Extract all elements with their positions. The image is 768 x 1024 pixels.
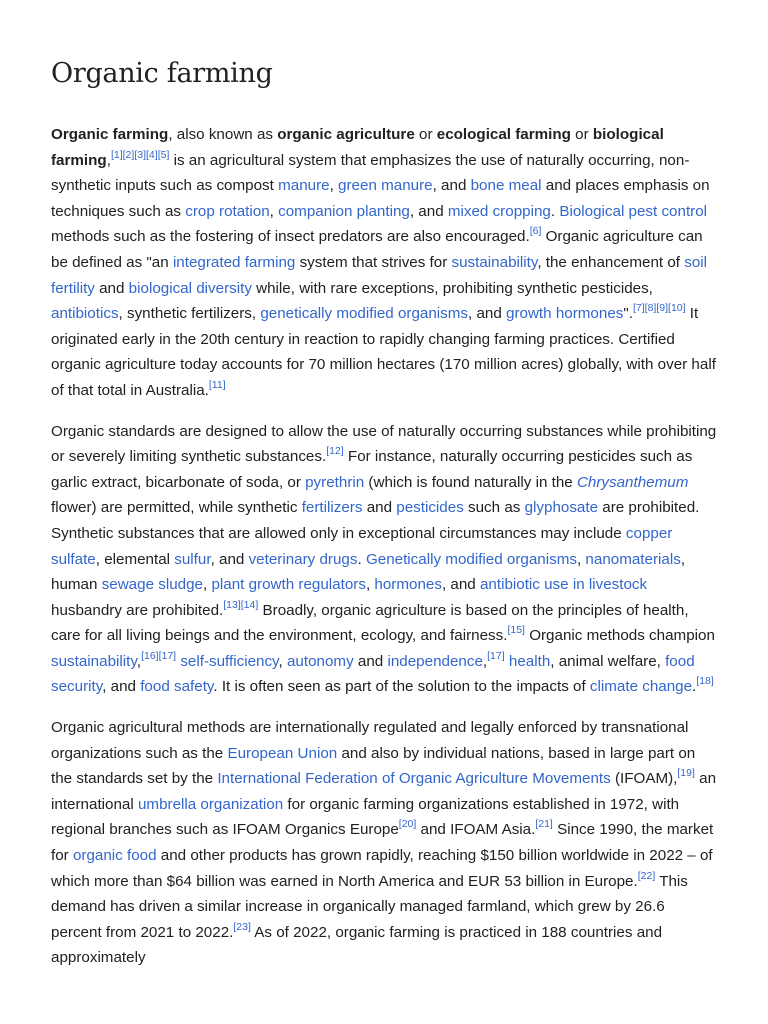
citation-link[interactable]: [2] <box>122 148 135 161</box>
bold-term: ecological farming <box>436 126 571 143</box>
wiki-link[interactable]: pyrethrin <box>305 473 365 491</box>
citation-link[interactable]: [21] <box>535 818 553 831</box>
text-run: Organic agriculture can be defined as "an <box>51 228 703 271</box>
reference-superscript <box>111 149 123 161</box>
reference-superscript <box>487 650 505 662</box>
text-run: , and <box>409 202 448 220</box>
text-run: , <box>203 576 212 594</box>
text-run: , <box>482 652 488 670</box>
reference-superscript <box>530 225 542 237</box>
text-run: , and <box>441 576 480 594</box>
text-run: and <box>362 499 397 517</box>
citation-link[interactable]: [3] <box>134 148 146 161</box>
wiki-link[interactable]: organic food <box>72 847 157 865</box>
wiki-link[interactable]: antibiotics <box>51 305 119 323</box>
text-run: , elemental <box>95 550 175 568</box>
text-run: and also by individual nations, based in large part on the standards set by the <box>51 744 696 788</box>
wiki-link[interactable]: food safety <box>140 678 214 696</box>
wiki-link[interactable]: food security <box>51 652 695 696</box>
text-run: or <box>414 126 437 143</box>
reference-superscript <box>696 675 714 687</box>
text-run: flower) are permitted, while synthetic <box>51 499 302 517</box>
citation-link[interactable]: [14] <box>240 598 259 611</box>
wiki-link[interactable]: sustainability <box>51 652 137 670</box>
wiki-link[interactable]: sulfur <box>174 550 211 568</box>
citation-link[interactable]: [23] <box>233 920 251 933</box>
text-run: , synthetic fertilizers, <box>118 305 261 323</box>
citation-link[interactable]: [4] <box>146 148 158 161</box>
reference-superscript <box>638 870 656 882</box>
bold-term: Organic farming <box>51 126 169 143</box>
reference-superscript <box>399 818 417 830</box>
text-run: , human <box>51 550 686 594</box>
citation-link[interactable]: [13] <box>223 598 241 611</box>
text-run: and IFOAM Asia. <box>416 821 536 839</box>
paragraph-intro <box>51 122 719 404</box>
citation-link[interactable]: [17] <box>158 649 177 662</box>
wiki-link[interactable]: Biological pest control <box>559 202 708 220</box>
text-run: for organic farming organizations established in 1972, with regional branches such as IFOAM Organics Europe <box>51 795 680 839</box>
citation-link[interactable]: [5] <box>157 148 170 161</box>
article <box>51 0 719 971</box>
wiki-link[interactable]: mixed cropping <box>447 202 551 220</box>
text-run: . <box>692 678 697 696</box>
text-run: , <box>269 202 279 220</box>
wiki-link[interactable]: autonomy <box>286 652 354 670</box>
citation-link[interactable]: [7] <box>632 302 645 315</box>
wiki-link[interactable]: climate change <box>589 678 693 696</box>
citation-link[interactable]: [17] <box>487 649 505 662</box>
text-run: , <box>365 576 375 594</box>
text-run: , and <box>468 305 507 323</box>
text-run: , animal welfare, <box>550 652 666 670</box>
text-run: Organic standards are designed to allow the use of naturally occurring substances while prohibiting or severely limiting synthetic substances. <box>51 422 717 466</box>
text-run: It originated early in the 20th century in reaction to rapidly changing farming practices. Certified organic agriculture today accounts for 70 million hectares (170 million acres) globally, with over half of that total in Australia. <box>51 305 716 399</box>
wiki-link[interactable]: genetically modified organisms <box>260 305 469 323</box>
text-run: and <box>353 652 388 670</box>
wiki-link[interactable]: crop rotation <box>185 202 270 220</box>
wiki-link[interactable]: European Union <box>227 744 338 762</box>
paragraph-regulation <box>51 715 719 971</box>
reference-superscript <box>146 149 158 161</box>
wiki-link[interactable]: hormones <box>374 576 442 594</box>
text-run: such as <box>463 499 525 517</box>
reference-superscript <box>158 149 170 161</box>
text-run: . <box>550 202 560 220</box>
text-run: , and <box>210 550 249 568</box>
text-run: Organic agricultural methods are internationally regulated and legally enforced by transnational organizations such as the <box>51 719 689 762</box>
text-run: (IFOAM), <box>610 770 678 788</box>
wiki-link[interactable]: glyphosate <box>524 499 599 517</box>
citation-link[interactable]: [18] <box>696 675 714 688</box>
text-run: , <box>106 151 111 169</box>
text-run: Since 1990, the market for <box>51 821 714 865</box>
wiki-link[interactable]: independence <box>387 652 483 670</box>
text-run: and places emphasis on techniques such as <box>51 177 710 220</box>
wiki-link[interactable]: Chrysanthemum <box>576 473 689 491</box>
paragraph-standards <box>51 419 719 701</box>
wiki-link[interactable]: integrated farming <box>172 253 296 271</box>
wiki-link[interactable]: self-sufficiency <box>180 652 279 670</box>
citation-link[interactable]: [16] <box>141 649 159 662</box>
reference-superscript <box>656 302 668 314</box>
text-run: are prohibited. Synthetic substances that are allowed only in exceptional circumstances may include <box>51 499 700 542</box>
reference-superscript <box>233 921 251 933</box>
reference-superscript <box>223 599 241 611</box>
wiki-link[interactable]: Genetically modified organisms <box>365 550 577 568</box>
bold-term: biological farming <box>51 126 664 169</box>
citation-link[interactable]: [20] <box>398 818 417 831</box>
text-run: , <box>329 177 339 195</box>
citation-link[interactable]: [8] <box>644 302 657 315</box>
reference-superscript <box>677 767 695 779</box>
wiki-link[interactable]: bone meal <box>470 177 542 195</box>
text-run: and <box>94 279 129 297</box>
reference-superscript <box>507 624 525 636</box>
text-run: an international <box>51 770 717 813</box>
text-run: system that strives for <box>295 253 452 271</box>
text-run: , also known as <box>168 126 278 143</box>
wiki-link[interactable]: growth hormones <box>506 305 624 323</box>
text-run: For instance, naturally occurring pesticides such as garlic extract, bicarbonate of soda, or <box>51 448 693 491</box>
text-run: or <box>570 126 593 143</box>
citation-link[interactable]: [9] <box>656 302 669 315</box>
text-run: As of 2022, organic farming is practiced in 188 countries and approximately <box>51 923 663 967</box>
wiki-link[interactable]: companion planting <box>278 202 410 220</box>
wiki-link[interactable]: fertilizers <box>301 499 363 517</box>
wiki-link[interactable]: copper sulfate <box>51 524 673 568</box>
reference-superscript <box>159 650 177 662</box>
wiki-link[interactable]: plant growth regulators <box>211 576 366 594</box>
wiki-link[interactable]: veterinary drugs <box>248 550 358 568</box>
text-run: Organic methods champion <box>524 627 715 645</box>
text-run: ". <box>623 305 633 323</box>
reference-superscript <box>633 302 645 314</box>
wiki-link[interactable]: health <box>508 652 551 670</box>
reference-superscript <box>668 302 686 314</box>
wiki-link[interactable]: umbrella organization <box>137 795 284 813</box>
wiki-link[interactable]: sewage sludge <box>101 576 203 594</box>
text-run: , the enhancement of <box>537 253 685 271</box>
text-run: is an agricultural system that emphasizes the use of naturally occurring, non-synthetic inputs such as compost <box>51 151 690 195</box>
wiki-link[interactable]: International Federation of Organic Agriculture Movements <box>217 770 611 788</box>
citation-link[interactable]: [12] <box>326 445 344 458</box>
citation-link[interactable]: [22] <box>637 869 656 882</box>
wiki-link[interactable]: sustainability <box>451 253 538 271</box>
wiki-link[interactable]: green manure <box>338 177 433 195</box>
wiki-link[interactable]: soil fertility <box>51 253 708 297</box>
wiki-link[interactable]: antibiotic use in livestock <box>479 576 648 594</box>
wiki-link[interactable]: nanomaterials <box>585 550 681 568</box>
text-run: while, with rare exceptions, prohibiting synthetic pesticides, <box>251 279 653 297</box>
reference-superscript <box>141 650 159 662</box>
citation-link[interactable]: [10] <box>668 302 686 315</box>
page-title: Organic farming <box>51 58 273 89</box>
text-run: (which is found naturally in the <box>364 473 577 491</box>
bold-term: organic agriculture <box>277 126 415 143</box>
citation-link[interactable]: [6] <box>529 225 542 238</box>
reference-superscript <box>535 818 553 830</box>
citation-link[interactable]: [1] <box>110 148 123 161</box>
text-run: Broadly, organic agriculture is based on the principles of health, care for all living beings and the environment, ecology, and fairness. <box>51 601 689 645</box>
reference-superscript <box>645 302 657 314</box>
text-run: , and <box>432 177 471 195</box>
text-run: . <box>357 550 366 568</box>
wiki-link[interactable]: manure <box>278 177 330 195</box>
reference-superscript <box>123 149 135 161</box>
text-run: husbandry are prohibited. <box>51 601 224 619</box>
text-run: . It is often seen as part of the solution to the impacts of <box>213 678 590 696</box>
citation-link[interactable]: [19] <box>677 767 695 780</box>
text-run: and other products has grown rapidly, reaching $150 billion worldwide in 2022 – of which more than $64 billion was earned in North America and EUR 53 billion in Europe. <box>51 847 713 890</box>
wiki-link[interactable]: biological diversity <box>128 279 252 297</box>
wiki-link[interactable]: pesticides <box>396 499 464 517</box>
text-run: , and <box>102 678 141 696</box>
reference-superscript <box>134 149 146 161</box>
reference-superscript <box>241 599 259 611</box>
text-run: methods such as the fostering of insect predators are also encouraged. <box>51 228 530 246</box>
reference-superscript <box>209 379 226 391</box>
text-run: This demand has driven a similar increase in organically managed farmland, which grew by 26.6 percent from 2021 to 2022. <box>51 872 688 941</box>
text-run: , <box>136 652 142 670</box>
citation-link[interactable]: [11] <box>208 378 226 391</box>
text-run: , <box>278 652 287 670</box>
reference-superscript <box>326 445 344 457</box>
text-run: , <box>576 550 586 568</box>
citation-link[interactable]: [15] <box>507 624 525 637</box>
